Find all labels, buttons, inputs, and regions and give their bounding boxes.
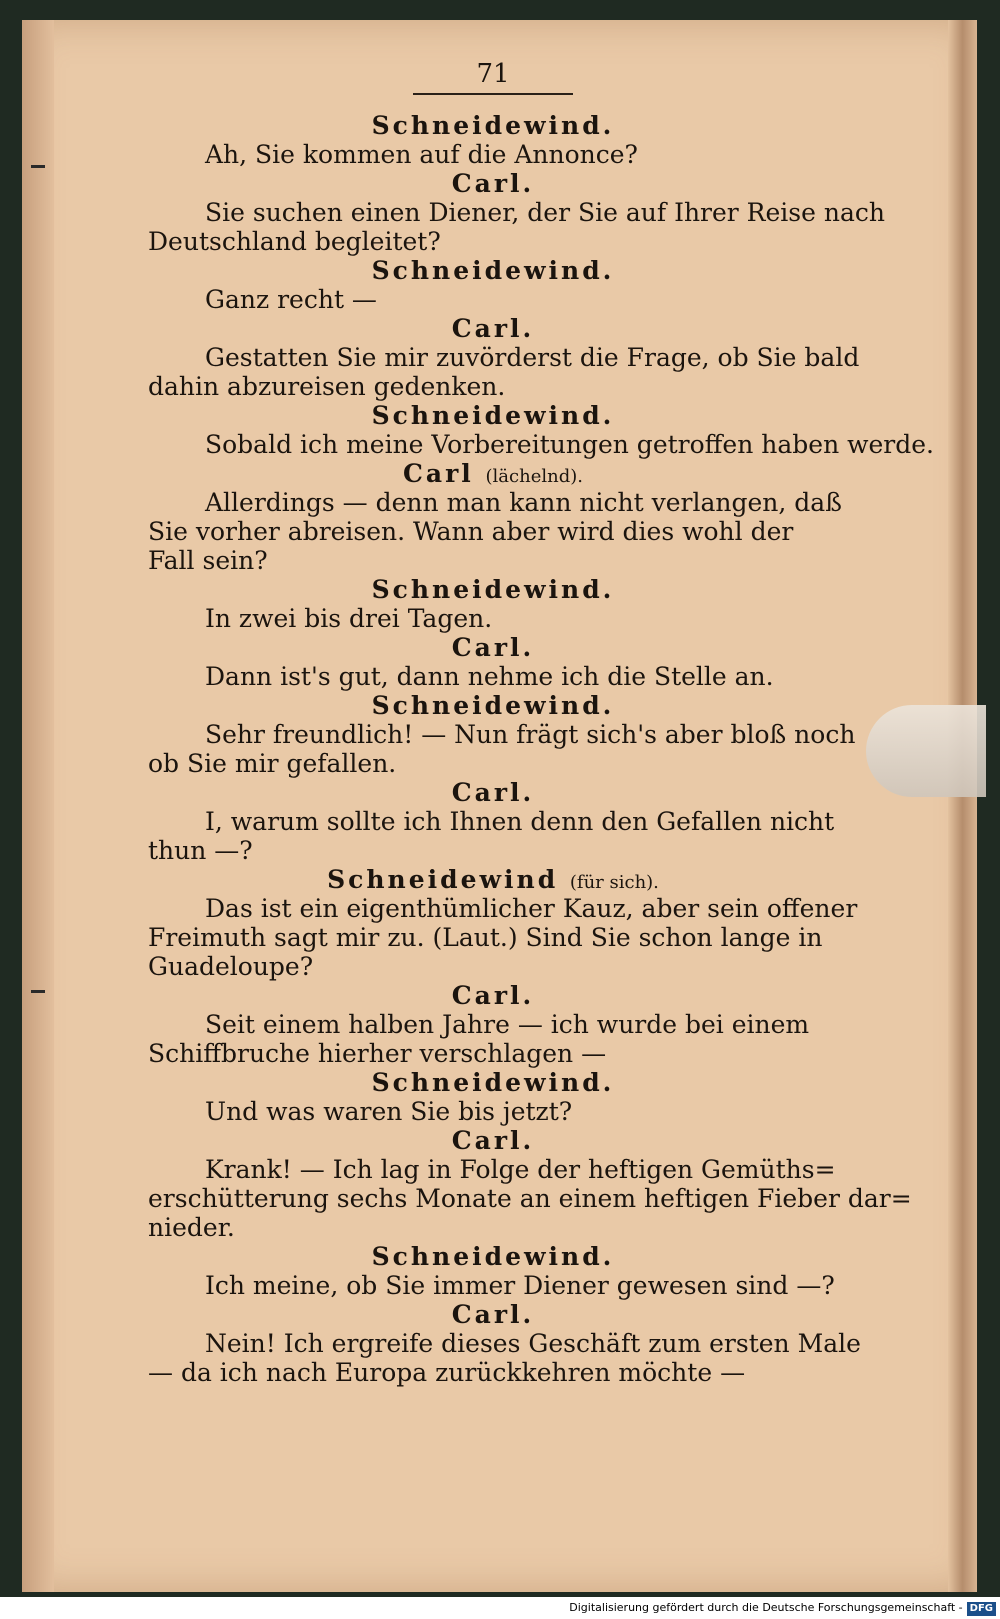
dialogue-line: Krank! — Ich lag in Folge der heftigen Gemüths= <box>205 1155 836 1184</box>
speaker-label: Schneidewind <box>327 865 559 894</box>
dialogue-line: I, warum sollte ich Ihnen denn den Gefallen nicht <box>205 807 835 836</box>
dialogue-line: Sobald ich meine Vorbereitungen getroffen haben werde. <box>205 430 935 459</box>
speaker-name <box>148 691 838 720</box>
dialogue-line: ob Sie mir gefallen. <box>148 749 397 778</box>
dialogue-line: Schiffbruche hierher verschlagen — <box>148 1039 607 1068</box>
dialogue-line: erschütterung sechs Monate an einem heftigen Fieber dar= <box>148 1184 912 1213</box>
speaker-label: Carl. <box>451 169 535 198</box>
speaker-name <box>148 169 838 198</box>
speaker-label: Schneidewind. <box>371 691 615 720</box>
dialogue-line: Nein! Ich ergreife dieses Geschäft zum ersten Male <box>205 1329 861 1358</box>
dialogue-line: Seit einem halben Jahre — ich wurde bei einem <box>205 1010 810 1039</box>
speaker-name <box>148 865 838 894</box>
speaker-name <box>148 1126 838 1155</box>
speaker-label: Carl. <box>451 778 535 807</box>
header-rule <box>413 93 573 95</box>
binding-stitch <box>31 165 45 168</box>
speaker-name <box>148 778 838 807</box>
dialogue-line: Guadeloupe? <box>148 952 314 981</box>
speaker-label: Carl. <box>451 1300 535 1329</box>
page-edge <box>948 20 977 1592</box>
dialogue-line: Das ist ein eigenthümlicher Kauz, aber sein offener <box>205 894 858 923</box>
dialogue-line: Sehr freundlich! — Nun frägt sich's aber bloß noch <box>205 720 856 749</box>
speaker-name <box>148 981 838 1010</box>
speaker-name <box>148 111 838 140</box>
footer-text: Digitalisierung gefördert durch die Deutsche Forschungsgemeinschaft - <box>569 1601 963 1614</box>
dialogue-line: Fall sein? <box>148 546 268 575</box>
dialogue-line: Und was waren Sie bis jetzt? <box>205 1097 573 1126</box>
dialogue-line: Sie vorher abreisen. Wann aber wird dies wohl der <box>148 517 794 546</box>
speaker-label: Schneidewind. <box>371 1068 615 1097</box>
page-clip <box>866 705 986 797</box>
dialogue-line: dahin abzureisen gedenken. <box>148 372 506 401</box>
dialogue-line: Freimuth sagt mir zu. (Laut.) Sind Sie schon lange in <box>148 923 823 952</box>
speaker-name <box>148 314 838 343</box>
dialogue-line: thun —? <box>148 836 253 865</box>
dialogue-line: Gestatten Sie mir zuvörderst die Frage, ob Sie bald <box>205 343 860 372</box>
dialogue-line: Sie suchen einen Diener, der Sie auf Ihrer Reise nach <box>205 198 885 227</box>
dialogue-line: Ich meine, ob Sie immer Diener gewesen sind —? <box>205 1271 835 1300</box>
stage-direction: (für sich). <box>569 872 659 893</box>
speaker-name <box>148 459 838 488</box>
dialogue <box>148 111 935 1387</box>
dialogue-line: Ganz recht — <box>205 285 377 314</box>
dialogue-line: In zwei bis drei Tagen. <box>205 604 493 633</box>
binding-stitch <box>31 990 45 993</box>
dialogue-line: Allerdings — denn man kann nicht verlangen, daß <box>205 488 842 517</box>
speaker-label: Carl. <box>451 314 535 343</box>
page-text <box>148 55 935 1387</box>
dialogue-line: Ah, Sie kommen auf die Annonce? <box>205 140 638 169</box>
speaker-name <box>148 1068 838 1097</box>
speaker-label: Carl. <box>451 981 535 1010</box>
speaker-name <box>148 575 838 604</box>
dialogue-line: — da ich nach Europa zurückkehren möchte — <box>148 1358 746 1387</box>
digitization-footer <box>0 1597 1000 1619</box>
page-number: 71 <box>476 59 510 89</box>
speaker-label: Carl. <box>451 633 535 662</box>
speaker-name <box>148 401 838 430</box>
dfg-logo: DFG <box>967 1602 996 1616</box>
speaker-label: Schneidewind. <box>371 1242 615 1271</box>
speaker-label: Schneidewind. <box>371 401 615 430</box>
speaker-name <box>148 1300 838 1329</box>
stage-direction: (lächelnd). <box>485 466 583 487</box>
book-spine <box>22 20 54 1592</box>
speaker-name <box>148 256 838 285</box>
speaker-label: Carl <box>403 459 474 488</box>
speaker-name <box>148 1242 838 1271</box>
speaker-label: Schneidewind. <box>371 575 615 604</box>
dialogue-line: nieder. <box>148 1213 235 1242</box>
speaker-name <box>148 633 838 662</box>
dialogue-line: Dann ist's gut, dann nehme ich die Stelle an. <box>205 662 774 691</box>
speaker-label: Schneidewind. <box>371 256 615 285</box>
speaker-label: Carl. <box>451 1126 535 1155</box>
speaker-label: Schneidewind. <box>371 111 615 140</box>
dialogue-line: Deutschland begleitet? <box>148 227 441 256</box>
